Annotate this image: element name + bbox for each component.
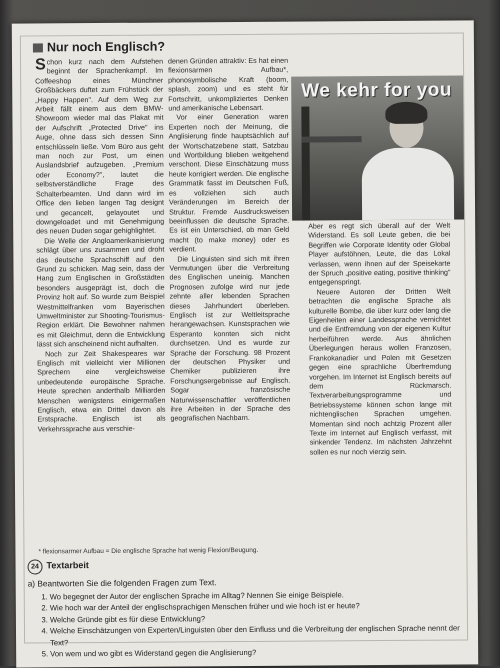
photo-person-hair [385,102,427,124]
paragraph: Neuere Autoren der Dritten Welt betrachten die englische Sprache als kulturelle Bombe, die über kurz oder lang die Eigenheiten einer Landessprache vernichtet und die Entfremdung von der eigenen Kultur herbeiführen werde. Aus ähnlichen Überlegungen heraus wollen Franzosen, Frankokanadier und Polen mit Gesetzen gegen eine sprachliche Überfremdung vorgehen. Im Internet ist Englisch bereits auf dem Rückmarsch. Textverarbeitungsprogramme und Betriebssysteme können schon lange mit nichtenglischen Sprachen umgehen. Momentan sind noch achtzig Prozent aller Texte im Internet auf Englisch verfasst, mit sinkender Tendenz. Im nächsten Jahrzehnt sollen es nur noch vierzig sein. [308,287,452,457]
question-item: 5. Von wem und wo gibt es Widerstand gegen die Anglisierung? [50,645,468,659]
task-number-badge: 24 [27,559,42,574]
paragraph: Noch zur Zeit Shakespeares war Englisch mit vielleicht vier Millionen Sprechern eine vergleichsweise unbedeutende europäische Sprache. Heute sprechen anderthalb Milliarden Menschen wenigstens einigermaßen Englisch, etwa ein Drittel davon als Erstsprache. Englisch ist als Verkehrssprache aus verschie- [37,349,166,434]
paragraph: Die Linguisten sind sich mit ihren Vermutungen über die Verbreitung des Englischen uneinig. Manchen Prognosen zufolge wird nur jede zehnte aller lebenden Sprachen dieses Jahrhundert überleben. Englisch ist zur Weltleitsprache herangewachsen. Kunstsprachen wie Esperanto konnten sich nicht durchsetzen. Und es wurde zur Sprache der Forschung. 98 Prozent der deutschen Physiker und Chemiker publizieren ihre Forschungsergebnisse auf Englisch. Sogar französische Naturwissenschaftler veröffentlichen ihre Arbeiten in der Sprache des geografischen Nachbarn. [169,254,291,423]
footnote: * flexionsarmer Aufbau = Die englische Sprache hat wenig Flexion/Beugung. [38,546,259,556]
paragraph: denen Gründen attraktiv: Es hat einen flexionsarmen Aufbau*, phonosymbolische Kraft (boom, splash, zoom) und es steht für Fortschritt, unkompliziertes Denken und amerikanische Lebensart. [167,56,289,113]
question-item: 4. Welche Einschätzungen von Experten/Linguisten über den Einfluss und die Verbreitung der englischen Sprache nennt der Text? [50,623,468,649]
paragraph: Schon kurz nach dem Aufstehen beginnt der Sprachenkampf. Im Coffeeshop eines Münchner Großbäckers duftet zum Frühstück der „Happy Happen". Auf dem Weg zur Arbeit fällt einem aus dem BMW-Showroom wieder mal das Plakat mit der Aufschrift „Protected Drive" ins Auge, ohne dass sich dessen Sinn entschlüsseln ließe. Vom Büro aus geht man noch zur Post, um einen Auslandsbrief aufzugeben. „Premium oder Economy?", lautet die selbstverständliche Frage des Schalterbeamten. Und dann wird im Office den lieben langen Tag designt und gecancelt, gelayoutet und downgeloadet und mit Genehmigung des neuen Duden sogar gehighlightet. [34,56,165,236]
article-title: Nur noch Englisch? [33,40,165,55]
photo-bar [302,136,362,142]
question-list [28,588,468,660]
column-3 [308,222,452,523]
paragraph: Die Welle der Angloamerikanisierung schlägt über uns zusammen und droht das deutsche Sprachschiff auf den Grund zu schicken. Mag sein, dass der Hang zum Englischen in Großstädten besonders ausgeprägt ist, doch die Provinz holt auf. So wurde zum Beispiel Westmittelfranken vom Bayerischen Umweltminister zur Shooting-Tourismus-Region erklärt. Die Bewohner nahmen es mit Gleichmut, denn die Entwicklung lässt sich anscheinend nicht aufhalten. [36,236,165,349]
photo-pole [301,107,310,221]
photo-person-body [362,148,455,221]
column-2 [168,57,291,536]
paragraph: Vor einer Generation waren Experten noch der Meinung, die Anglisierung finde hauptsächlich auf der Wortschatzebene statt, Satzbau und Wortbildung blieben weitgehend verschont. Diese Einschätzung muss heute korrigiert werden. Die englische Grammatik fasst im Deutschen Fuß, es vollziehen sich auch Veränderungen im Bereich der Struktur. Fremde Ausdrucksweisen beeinflussen die deutsche Sprache. Es ist ein Unterschied, ob man Geld macht (to make money) oder es verdient. [168,113,290,254]
task-header [27,552,467,574]
question-item: 1. Wo begegnet der Autor der englischen Sprache im Alltag? Nennen Sie einige Beispiele. [50,588,468,602]
question-item: 2. Wie hoch war der Anteil der englischsprachigen Menschen früher und wie hoch ist er heute? [50,600,468,614]
article-frame [20,32,468,643]
textbook-page [12,20,478,667]
article-photo [291,75,464,220]
paragraph: Aber es regt sich überall auf der Welt Widerstand. Es soll Leute geben, die bei Begriffen wie Corporate Identity oder Global Player aufstöhnen, Leute, die das Lokal verlassen, wenn ihnen auf der Speisekarte der Spruch „positive eating, positive thinking" entgegenspringt. [308,221,451,287]
square-bullet-icon [33,43,43,52]
task-instruction: a) Beantworten Sie die folgenden Fragen zum Text. [27,577,217,589]
task-heading: Textarbeit [46,560,89,571]
task-section [27,552,468,660]
column-1 [35,58,166,537]
question-item: 3. Welche Gründe gibt es für diese Entwicklung? [50,611,468,625]
photo-caption: We kehr for you [301,79,453,102]
